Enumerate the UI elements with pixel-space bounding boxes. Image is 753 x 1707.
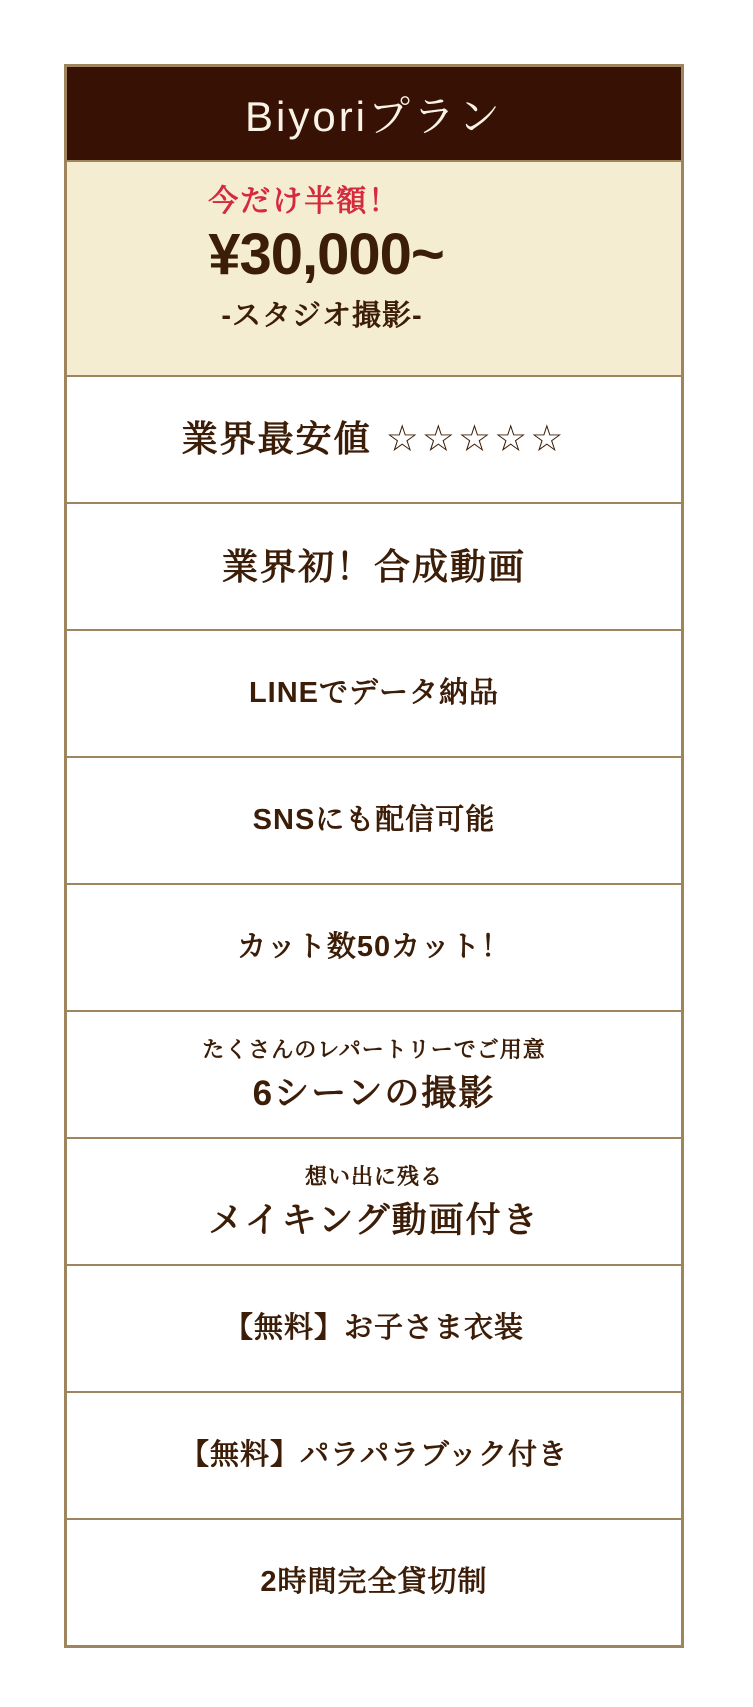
feature-label — [182, 416, 567, 462]
feature-row-6-scenes — [67, 1010, 681, 1137]
feature-text: 【無料】パラパラブック付き — [180, 1439, 568, 1472]
feature-row-line-delivery — [67, 629, 681, 756]
feature-row-making-video — [67, 1137, 681, 1264]
feature-text: 業界最安値 — [181, 418, 372, 460]
feature-text: 6シーンの撮影 — [252, 1074, 496, 1114]
feature-row-industry-lowest-price — [67, 375, 681, 502]
feature-text: SNSにも配信可能 — [252, 804, 496, 837]
plan-card — [64, 64, 684, 1648]
feature-text: 2時間完全貸切制 — [260, 1566, 488, 1599]
feature-text: LINEでデータ納品 — [248, 677, 500, 710]
star-rating-icon: ☆☆☆☆☆ — [385, 418, 567, 460]
feature-text: 【無料】お子さま衣装 — [223, 1312, 524, 1345]
feature-subtext: 想い出に残る — [304, 1164, 443, 1190]
feature-row-sns-sharing — [67, 756, 681, 883]
feature-row-free-kids-costume — [67, 1264, 681, 1391]
price-amount: ¥30,000~ — [208, 222, 444, 287]
price-note: -スタジオ撮影- — [221, 299, 423, 332]
price-group — [208, 176, 444, 289]
feature-row-2-hour-private — [67, 1518, 681, 1645]
feature-text: 業界初！合成動画 — [221, 546, 526, 587]
feature-row-free-flipbook — [67, 1391, 681, 1518]
plan-header — [67, 67, 681, 160]
price-section — [67, 160, 681, 375]
promo-label: 今だけ半額！ — [208, 185, 401, 218]
feature-row-composite-video — [67, 502, 681, 629]
plan-title: Biyoriプラン — [244, 92, 504, 140]
feature-subtext: たくさんのレパートリーでご用意 — [202, 1037, 546, 1063]
feature-text: メイキング動画付き — [208, 1201, 540, 1241]
feature-row-50-cuts — [67, 883, 681, 1010]
feature-text: カット数50カット！ — [237, 931, 511, 964]
